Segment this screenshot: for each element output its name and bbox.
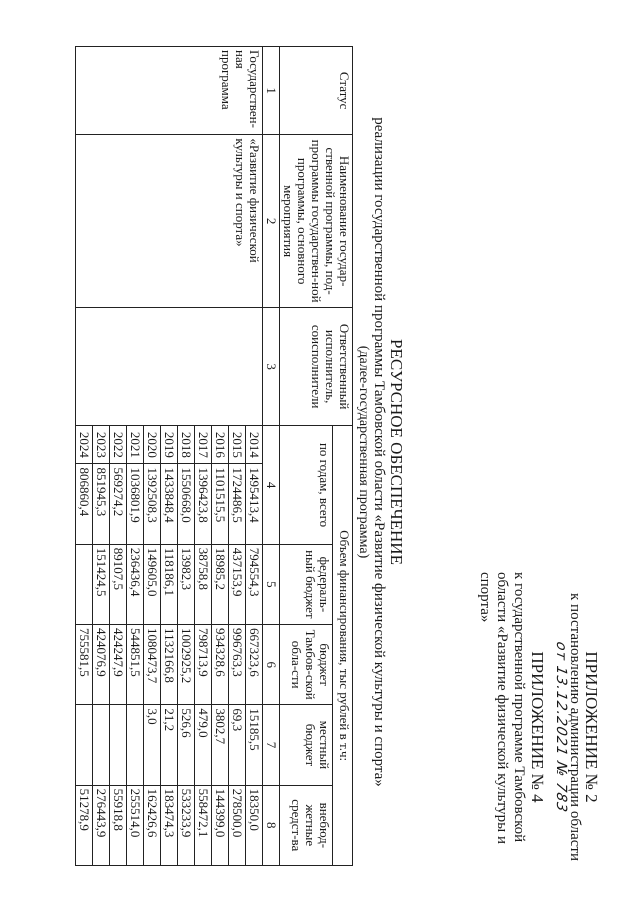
executor-cell (76, 307, 263, 425)
header-local: местный бюджет (280, 705, 333, 785)
local-cell: 21,2 (161, 705, 178, 785)
column-number: 7 (263, 705, 280, 785)
local-cell (76, 705, 93, 785)
extra-cell: 183474,3 (161, 785, 178, 865)
local-cell (127, 705, 144, 785)
regional-cell: 424076,9 (93, 625, 110, 705)
regional-cell: 934328,6 (212, 625, 229, 705)
column-number: 8 (263, 785, 280, 865)
total-cell: 1036801,9 (127, 464, 144, 544)
column-number: 2 (263, 135, 280, 308)
federal-cell: 149605,0 (144, 544, 161, 624)
total-cell: 806860,4 (76, 464, 93, 544)
extra-cell: 533233,9 (178, 785, 195, 865)
local-cell (110, 705, 127, 785)
federal-cell: 151424,5 (93, 544, 110, 624)
local-cell: 526,6 (178, 705, 195, 785)
year-cell: 2017 (195, 426, 212, 464)
regional-cell: 667323,6 (246, 625, 263, 705)
document-title: РЕСУРСНОЕ ОБЕСПЕЧЕНИЕ (387, 339, 406, 565)
federal-cell: 18985,2 (212, 544, 229, 624)
column-number: 4 (263, 426, 280, 544)
column-number: 6 (263, 625, 280, 705)
appendix-2-label: ПРИЛОЖЕНИЕ № 2 (582, 651, 601, 803)
extra-cell: 558472,1 (195, 785, 212, 865)
header-status: Статус (280, 47, 353, 135)
regional-cell: 1080473,7 (144, 625, 161, 705)
year-cell: 2019 (161, 426, 178, 464)
total-cell: 1433848,4 (161, 464, 178, 544)
year-cell: 2022 (110, 426, 127, 464)
extra-cell: 51278,9 (76, 785, 93, 865)
year-cell: 2023 (93, 426, 110, 464)
document-subtitle: реализации государственной программы Тамбовской области «Развитие физической культуры и спорта» (371, 117, 387, 787)
year-cell: 2014 (246, 426, 263, 464)
federal-cell (76, 544, 93, 624)
regional-cell: 544851,5 (127, 625, 144, 705)
total-cell: 1101515,5 (212, 464, 229, 544)
status-cell: Государствен-ная программа (76, 47, 263, 135)
program-reference: к государственной программе Тамбовской области «Развитие физической культуры и спорта» (477, 572, 527, 845)
extra-cell: 276443,9 (93, 785, 110, 865)
local-cell: 3802,7 (212, 705, 229, 785)
extra-cell: 162426,6 (144, 785, 161, 865)
year-cell: 2018 (178, 426, 195, 464)
federal-cell: 236436,4 (127, 544, 144, 624)
local-cell (93, 705, 110, 785)
document-page (20, 12, 620, 892)
header-funding: Объем финансирования, тыс рублей в т.ч: (332, 426, 352, 866)
extra-cell: 144399,0 (212, 785, 229, 865)
program-name-cell: «Развитие физической культуры и спорта» (76, 135, 263, 308)
federal-cell: 13982,3 (178, 544, 195, 624)
federal-cell: 118186,1 (161, 544, 178, 624)
year-cell: 2024 (76, 426, 93, 464)
total-cell: 1392508,3 (144, 464, 161, 544)
column-number: 1 (263, 47, 280, 135)
regional-cell: 798713,9 (195, 625, 212, 705)
year-cell: 2016 (212, 426, 229, 464)
table-row (246, 47, 263, 866)
header-regional: бюджет Тамбов-ской обла-сти (280, 625, 333, 705)
total-cell: 851945,3 (93, 464, 110, 544)
federal-cell: 794554,3 (246, 544, 263, 624)
federal-cell: 38758,8 (195, 544, 212, 624)
extra-cell: 278500,0 (229, 785, 246, 865)
handwritten-date-number: от 13.12.2021 № 783 (553, 640, 569, 815)
total-cell: 1550668,0 (178, 464, 195, 544)
local-cell: 15185,5 (246, 705, 263, 785)
header-extra: внебюд-жетные средст-ва (280, 785, 333, 865)
total-cell: 1396423,8 (195, 464, 212, 544)
regional-cell: 1002925,2 (178, 625, 195, 705)
header-federal: федераль-ный бюджет (280, 544, 333, 624)
header-total: по годам, всего (280, 426, 333, 544)
local-cell: 3,0 (144, 705, 161, 785)
total-cell: 1724486,5 (229, 464, 246, 544)
regional-cell: 996763,3 (229, 625, 246, 705)
year-cell: 2021 (127, 426, 144, 464)
column-number: 3 (263, 307, 280, 425)
regional-cell: 1132166,8 (161, 625, 178, 705)
extra-cell: 18350,0 (246, 785, 263, 865)
year-cell: 2020 (144, 426, 161, 464)
federal-cell: 89107,5 (110, 544, 127, 624)
total-cell: 1495413,4 (246, 464, 263, 544)
extra-cell: 55918,8 (110, 785, 127, 865)
local-cell: 479,0 (195, 705, 212, 785)
document-title-block (356, 52, 405, 852)
local-cell: 69,3 (229, 705, 246, 785)
regional-cell: 755581,5 (76, 625, 93, 705)
resolution-reference: к постановлению администрации области (567, 593, 583, 861)
header-executor: Ответственный исполнитель, соисполнители (280, 307, 353, 425)
federal-cell: 437153,9 (229, 544, 246, 624)
total-cell: 569274,2 (110, 464, 127, 544)
resource-table (75, 46, 353, 866)
appendix-4-label: ПРИЛОЖЕНИЕ № 4 (528, 651, 547, 803)
appendix-header (476, 572, 600, 882)
header-name: Наименование государ-ственной программы, под-программы государствен-ной программы, основного мероприятия (280, 135, 353, 308)
regional-cell: 424247,9 (110, 625, 127, 705)
column-number: 5 (263, 544, 280, 624)
extra-cell: 255514,0 (127, 785, 144, 865)
year-cell: 2015 (229, 426, 246, 464)
document-subtitle-note: (далее-государственная программа) (356, 345, 371, 559)
